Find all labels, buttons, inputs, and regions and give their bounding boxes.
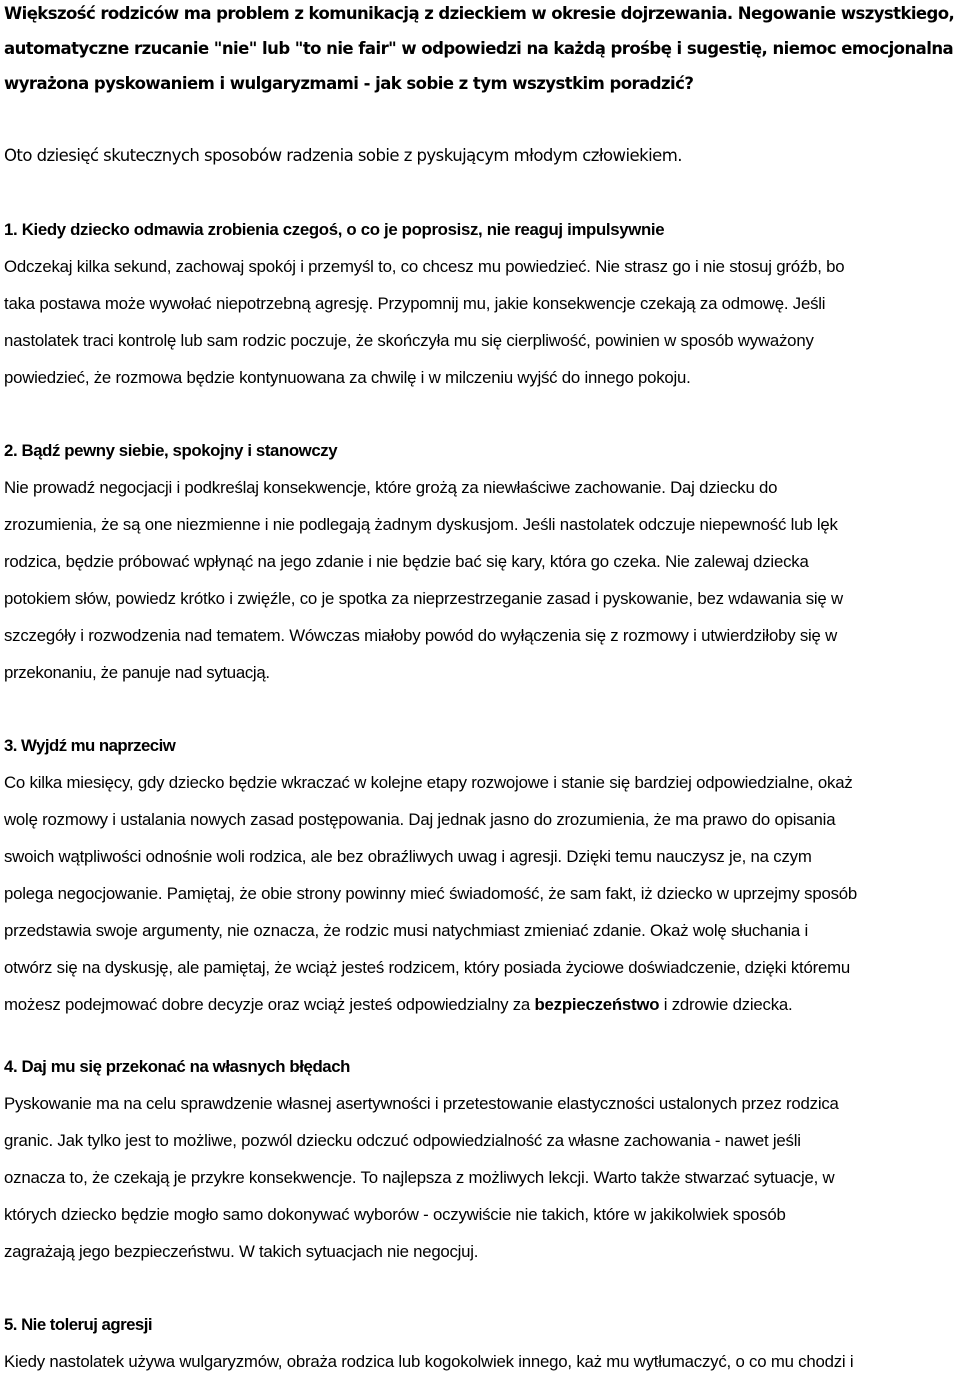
bold-keyword: bezpieczeństwo (534, 995, 660, 1014)
section-line: Kiedy nastolatek używa wulgaryzmów, obraża rodzica lub kogokolwiek innego, każ mu wytłumaczyć, o co mu chodzi i (4, 1352, 854, 1371)
section-line: rodzica, będzie próbować wpłynąć na jego zdanie i nie będzie bać się kary, która go czeka. Nie zalewaj dziecka (4, 552, 809, 571)
section-line: których dziecko będzie mogło samo dokonywać wyborów - oczywiście nie takich, które w jakikolwiek sposób (4, 1205, 786, 1224)
section-line: granic. Jak tylko jest to możliwe, pozwól dziecku odczuć odpowiedzialność za własne zachowania - nawet jeśli (4, 1131, 801, 1150)
section-line: zrozumienia, że są one niezmienne i nie podlegają żadnym dyskusjom. Jeśli nastolatek odczuje niepewność lub lęk (4, 515, 838, 534)
section-line: wolę rozmowy i ustalania nowych zasad postępowania. Daj jednak jasno do zrozumienia, że ma prawo do opisania (4, 810, 836, 829)
intro-line: automatyczne rzucanie "nie" lub "to nie fair" w odpowiedzi na każdą prośbę i sugestię, niemoc emocjonalna (4, 39, 954, 58)
section-line: zagrażają jego bezpieczeństwu. W takich sytuacjach nie negocjuj. (4, 1242, 479, 1261)
intro-line: Większość rodziców ma problem z komunikacją z dzieckiem w okresie dojrzewania. Negowanie wszystkiego, (4, 4, 955, 23)
section-1 (4, 211, 960, 396)
section-line: oznacza to, że czekają je przykre konsekwencje. To najlepsza z możliwych lekcji. Warto także stwarzać sytuacje, w (4, 1168, 835, 1187)
line-text: możesz podejmować dobre decyzje oraz wciąż jesteś odpowiedzialny za (4, 995, 535, 1014)
section-3 (4, 727, 960, 1023)
line-text: i zdrowie dziecka. (659, 995, 793, 1014)
section-line: Odczekaj kilka sekund, zachowaj spokój i przemyśl to, co chcesz mu powiedzieć. Nie strasz go i nie stosuj gróźb, bo (4, 257, 845, 276)
section-line: powiedzieć, że rozmowa będzie kontynuowana za chwilę i w milczeniu wyjść do innego pokoju. (4, 368, 691, 387)
section-heading: 5. Nie toleruj agresji (4, 1315, 152, 1334)
section-4 (4, 1048, 960, 1270)
section-line: taka postawa może wywołać niepotrzebną agresję. Przypomnij mu, jakie konsekwencje czekają za odmowę. Jeśli (4, 294, 826, 313)
intro-line: wyrażona pyskowaniem i wulgaryzmami - jak sobie z tym wszystkim poradzić? (4, 74, 694, 93)
document-page (4, 0, 956, 1371)
section-line: nastolatek traci kontrolę lub sam rodzic poczuje, że skończyła mu się cierpliwość, powinien w sposób wyważony (4, 331, 814, 350)
section-line: swoich wątpliwości odnośnie woli rodzica, ale bez obraźliwych uwag i agresji. Dzięki temu nauczysz je, na czym (4, 847, 812, 866)
section-2 (4, 432, 960, 691)
section-line: otwórz się na dyskusję, ale pamiętaj, że wciąż jesteś rodzicem, który posiada życiowe doświadczenie, dzięki któremu (4, 958, 851, 977)
section-heading: 2. Bądź pewny siebie, spokojny i stanowczy (4, 441, 338, 460)
section-line: szczegóły i rozwodzenia nad tematem. Wówczas miałoby powód do wyłączenia się z rozmowy i utwierdziłoby się w (4, 626, 838, 645)
section-line: przedstawia swoje argumenty, nie oznacza, że rodzic musi natychmiast zmieniać zdanie. Okaż wolę słuchania i (4, 921, 809, 940)
lead-paragraph: Oto dziesięć skutecznych sposobów radzenia sobie z pyskującym młodym człowiekiem. (4, 146, 682, 165)
intro-paragraph (4, 0, 956, 101)
section-heading: 1. Kiedy dziecko odmawia zrobienia czegoś, o co je poprosisz, nie reaguj impulsywnie (4, 220, 665, 239)
section-line: Pyskowanie ma na celu sprawdzenie własnej asertywności i przetestowanie elastyczności ustalonych przez rodzica (4, 1094, 839, 1113)
section-line (4, 986, 960, 1023)
section-line: przekonaniu, że panuje nad sytuacją. (4, 663, 270, 682)
section-line: Co kilka miesięcy, gdy dziecko będzie wkraczać w kolejne etapy rozwojowe i stanie się bardziej odpowiedzialne, okaż (4, 773, 853, 792)
section-line: polega negocjowanie. Pamiętaj, że obie strony powinny mieć świadomość, że sam fakt, iż dziecko w uprzejmy sposób (4, 884, 858, 903)
section-line: Nie prowadź negocjacji i podkreślaj konsekwencje, które grożą za niewłaściwe zachowanie. Daj dziecku do (4, 478, 778, 497)
section-5 (4, 1306, 960, 1380)
section-line: potokiem słów, powiedz krótko i zwięźle, co je spotka za nieprzestrzeganie zasad i pyskowanie, bez wdawania się w (4, 589, 843, 608)
section-heading: 3. Wyjdź mu naprzeciw (4, 736, 176, 755)
section-heading: 4. Daj mu się przekonać na własnych błędach (4, 1057, 351, 1076)
